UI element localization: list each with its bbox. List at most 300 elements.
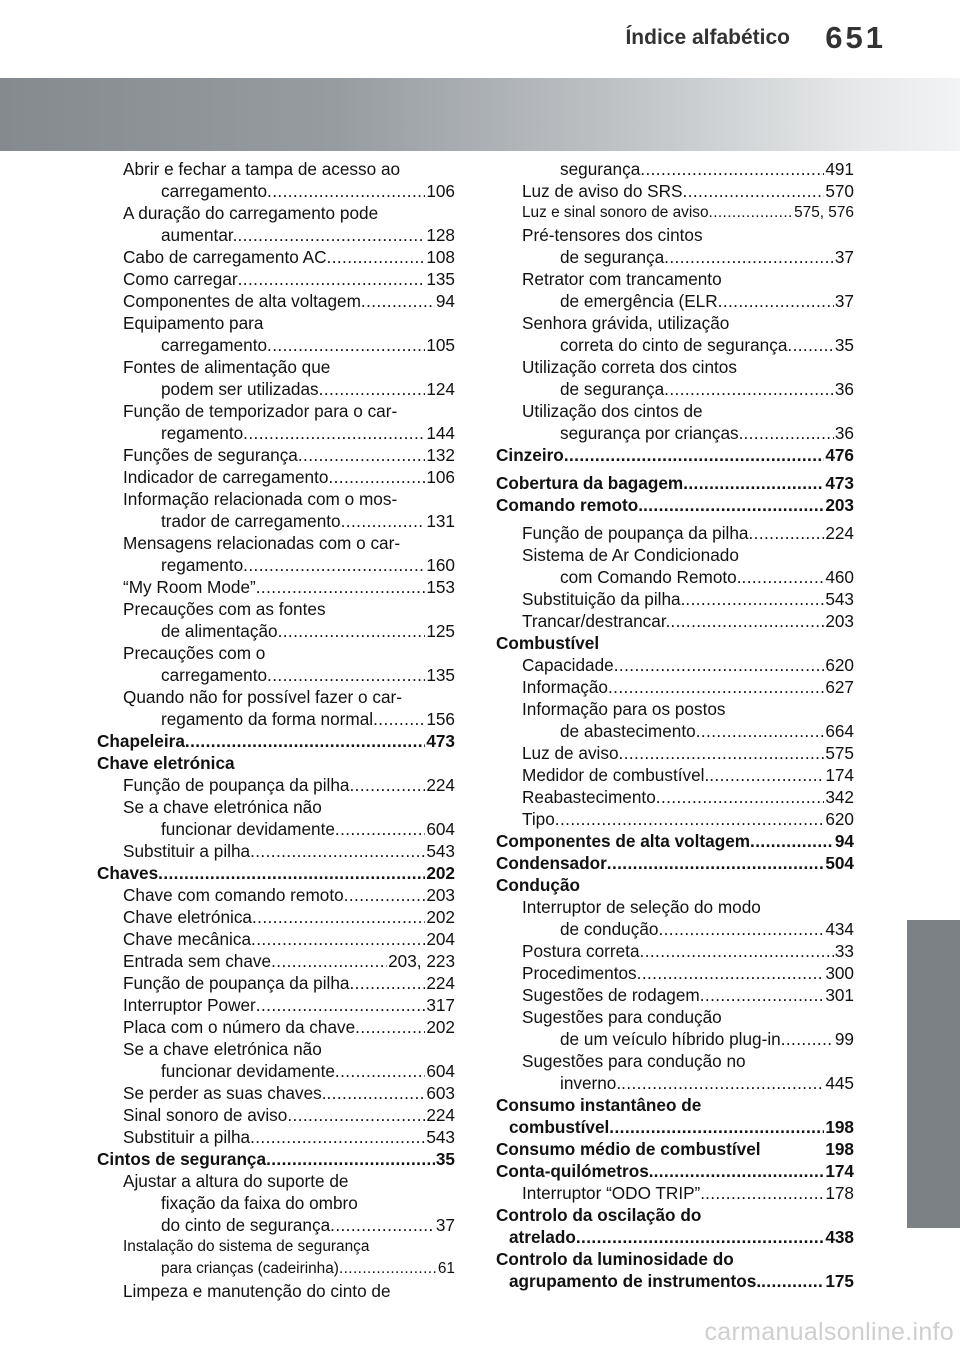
entry-text: Substituir a pilha [123,1127,251,1147]
dot-leader [335,1060,425,1082]
page-reference: 460 [825,567,854,587]
dot-leader [787,334,833,356]
entry-text: de segurança [560,247,665,267]
entry-text: aumentar. [161,225,238,245]
page-reference: 604 [426,819,455,839]
page-reference: 202 [426,863,455,883]
dot-leader [621,1072,824,1094]
index-subentry [97,906,455,928]
entry-text: Controlo da oscilação do [496,1205,702,1225]
dot-leader [748,522,824,544]
index-subentry [97,356,455,400]
entry-text: regamento [161,555,244,575]
index-subentry [97,466,455,488]
page-reference: 620 [825,809,854,829]
page-reference: 476 [825,445,854,465]
dot-leader [643,494,824,516]
entry-text: funcionar devidamente [161,1061,335,1081]
page-reference: 128 [426,225,455,245]
index-subentry [496,896,854,940]
page-reference: 35 [435,1149,455,1169]
entry-text: Se a chave eletrónica não [123,1039,322,1059]
entry-text: Componentes de alta voltagem [496,831,751,851]
index-entry-main [496,1204,854,1248]
entry-text: de emergência (ELR [560,291,718,311]
entry-text: Precauções com o [123,643,266,663]
page-reference: 543 [426,841,455,861]
entry-text: Sugestões para condução no [522,1051,746,1071]
entry-text: Interruptor Power [123,995,256,1015]
dot-leader [266,1148,435,1170]
dot-leader [609,1116,824,1138]
entry-text: Consumo instantâneo de [496,1095,702,1115]
dot-leader [319,378,426,400]
dot-leader [761,1270,824,1292]
index-subentry [97,1126,455,1148]
page-reference: 94 [435,291,455,311]
index-entry-main [496,830,854,852]
entry-text: correta do cinto de segurança [560,335,788,355]
page-reference: 473 [426,731,455,751]
entry-text: carregamento [161,335,268,355]
dot-leader [718,290,834,312]
page-reference: 620 [825,655,854,675]
page-reference: 174 [825,1161,854,1181]
dot-leader [330,1214,435,1236]
page-reference: 160 [426,555,455,575]
index-entry-main [496,444,854,466]
index-subentry [97,1104,455,1126]
page-reference: 570 [825,181,854,201]
index-subentry [496,1050,854,1094]
entry-text: Cabo de carregamento AC [123,247,327,267]
page-reference: 473 [825,473,854,493]
page-reference: 203 [825,611,854,631]
entry-text: combustível [509,1117,610,1137]
dot-leader [781,1028,834,1050]
entry-text: Condensador [496,853,607,873]
index-subentry [97,928,455,950]
dot-leader [608,676,824,698]
index-subentry [496,610,854,632]
entry-text: de alimentação [161,621,278,641]
index-subentry [496,202,854,224]
page-reference: 224 [825,523,854,543]
entry-text: Instalação do sistema de segurança [123,1238,370,1255]
page-reference: 125 [426,621,455,641]
index-subentry [97,950,455,972]
entry-text: Substituir a pilha [123,841,251,861]
page-reference: 144 [426,423,455,443]
entry-text: Controlo da luminosidade do [496,1249,734,1269]
index-column-left [97,158,455,1302]
entry-text: “My Room Mode” [123,577,256,597]
entry-text: Função de temporizador para o car- [123,401,398,421]
index-subentry [97,1170,455,1236]
entry-text: Postura correta [522,941,640,961]
entry-text: segurança por crianças. [560,423,744,443]
index-subentry [97,598,455,642]
page-reference: 178 [825,1183,854,1203]
page-reference: 203 [426,885,455,905]
entry-text: Sugestões para condução [522,1007,722,1027]
page-reference: 300 [825,963,854,983]
entry-text: de condução [560,919,659,939]
entry-text: Pré-tensores dos cintos [522,225,703,245]
dot-leader [341,510,426,532]
dot-leader [361,290,435,312]
entry-text: Abrir e fechar a tampa de acesso ao [123,159,401,179]
index-subentry [97,840,455,862]
dot-leader [278,620,426,642]
index-subentry [97,202,455,246]
index-subentry [496,312,854,356]
entry-text: Chave eletrónica [123,907,252,927]
page-reference: 603 [426,1083,455,1103]
entry-text: Limpeza e manutenção do cinto de [123,1281,391,1301]
index-subentry [496,962,854,984]
page-reference: 664 [825,721,854,741]
index-subentry [97,1016,455,1038]
dot-leader [250,840,425,862]
dot-leader [267,180,425,202]
entry-text: Retrator com trancamento [522,269,722,289]
entry-text: carregamento [161,665,268,685]
entry-text: fixação da faixa do ombro [161,1193,358,1213]
entry-text: Sinal sonoro de aviso [123,1105,288,1125]
index-entry-main [496,1248,854,1292]
dot-leader [243,422,425,444]
index-subentry [496,1006,854,1050]
entry-text: carregamento [161,181,268,201]
index-subentry [97,686,455,730]
entry-text: podem ser utilizadas [161,379,319,399]
dot-leader [251,928,425,950]
dot-leader [607,852,825,874]
page-reference: 37 [834,247,854,267]
dot-leader [185,730,425,752]
entry-text: Informação relacionada com o mos- [123,489,398,509]
page-reference: 174 [825,765,854,785]
dot-leader [339,1258,437,1280]
entry-text: Entrada sem chave [123,951,272,971]
index-subentry [97,1280,455,1302]
page-reference: 438 [825,1227,854,1247]
index-subentry [496,544,854,588]
entry-text: de um veículo híbrido plug-in [560,1029,781,1049]
page-reference: 33 [834,941,854,961]
dot-leader [664,246,834,268]
index-entry-main [97,862,455,884]
entry-text: de abastecimento [560,721,696,741]
entry-text: com Comando Remoto. [560,567,742,587]
dot-leader [619,742,825,764]
index-subentry [496,356,854,400]
page-reference: 224 [426,973,455,993]
entry-text: Trancar/destrancar. [522,611,671,631]
entry-text: Chapeleira [97,731,185,751]
index-subentry [496,984,854,1006]
dot-leader [654,1160,825,1182]
entry-text: Como carregar [123,269,238,289]
entry-text: regamento da forma normal [161,709,374,729]
dot-leader [349,972,425,994]
dot-leader [640,940,834,962]
index-subentry [97,158,455,202]
entry-text: Funções de segurança [123,445,298,465]
entry-text: Precauções com as fontes [123,599,326,619]
dot-leader [256,994,426,1016]
page-reference: 37 [435,1215,455,1235]
entry-text: Reabastecimento [522,787,656,807]
entry-text: Equipamento para [123,313,264,333]
page-reference: 224 [426,1105,455,1125]
index-subentry [496,158,854,180]
index-entry-main [496,1138,854,1160]
dot-leader [250,1126,425,1148]
entry-text: Chaves [97,863,159,883]
page-reference: 105 [426,335,455,355]
dot-leader [743,422,833,444]
dot-leader [670,610,824,632]
page-reference: 135 [426,269,455,289]
index-subentry [496,224,854,268]
dot-leader [328,466,425,488]
entry-text: agrupamento de instrumentos. [509,1271,762,1291]
page-reference: 202 [426,907,455,927]
index-subentry [496,400,854,444]
dot-leader [555,808,825,830]
dot-leader [335,818,425,840]
dot-leader [683,180,825,202]
entry-text: Chave eletrónica [97,753,235,773]
index-entry-main [97,1148,455,1170]
dot-leader [238,268,426,290]
index-subentry [97,1038,455,1082]
page-reference: 106 [426,467,455,487]
index-subentry [496,268,854,312]
page-reference: 198 [825,1117,854,1137]
index-subentry [496,940,854,962]
entry-text: Ajustar a altura do suporte de [123,1171,349,1191]
entry-text: Medidor de combustível. [522,765,710,785]
dot-leader [696,720,825,742]
dot-leader [267,664,425,686]
page-reference: 627 [825,677,854,697]
index-entry-main [496,1160,854,1182]
page-number: 651 [825,20,886,55]
entry-text: Fontes de alimentação que [123,357,331,377]
page-reference: 434 [825,919,854,939]
dot-leader [327,1082,426,1104]
index-subentry [97,1236,455,1280]
index-subentry [97,400,455,444]
entry-text: Luz de aviso do SRS [522,181,683,201]
page-reference: 317 [426,995,455,1015]
entry-text: Utilização correta dos cintos [522,357,737,377]
page-header-title: Índice alfabético [625,26,790,49]
index-subentry [97,642,455,686]
index-subentry [496,742,854,764]
index-subentry [97,290,455,312]
index-column-right [496,158,854,1292]
dot-leader [637,962,825,984]
dot-leader [344,884,426,906]
entry-text: Mensagens relacionadas com o car- [123,533,401,553]
dot-leader [700,984,825,1006]
page-reference: 204 [426,929,455,949]
page-reference: 543 [426,1127,455,1147]
index-subentry [496,676,854,698]
index-entry-main [97,730,455,752]
dot-leader [614,654,825,676]
index-subentry [496,654,854,676]
index-subentry [97,268,455,290]
dot-leader [243,554,425,576]
entry-text: Interruptor de seleção do modo [522,897,761,917]
page-reference: 224 [426,775,455,795]
dot-leader [298,444,425,466]
index-subentry [496,180,854,202]
page-reference: 153 [426,577,455,597]
page-reference: 108 [426,247,455,267]
index-subentry [97,246,455,268]
entry-text: Capacidade [522,655,614,675]
dot-leader [373,708,425,730]
index-subentry [97,488,455,532]
dot-leader [742,566,825,588]
page-reference: 124 [426,379,455,399]
entry-text: Sistema de Ar Condicionado [522,545,739,565]
chapter-side-tab [907,920,960,1228]
page-reference: 94 [834,831,854,851]
index-subentry [97,884,455,906]
entry-text: Informação [522,677,608,697]
dot-leader [705,1182,824,1204]
entry-text: Senhora grávida, utilização [522,313,730,333]
page-reference: 445 [825,1073,854,1093]
index-subentry [97,972,455,994]
entry-text: Função de poupança da pilha [522,523,749,543]
page-reference: 203 [825,495,854,515]
watermark: carmanualsonline.info [704,1318,954,1346]
page-reference: 198 [825,1139,854,1159]
dot-leader [685,588,824,610]
entry-text: Função de poupança da pilha [123,775,350,795]
entry-text: para crianças (cadeirinha) [161,1260,339,1277]
entry-text: Interruptor “ODO TRIP”. [522,1183,706,1203]
entry-text: Indicador de carregamento [123,467,329,487]
dot-leader [267,334,425,356]
dot-leader [158,862,425,884]
entry-text: regamento [161,423,244,443]
dot-leader [656,786,825,808]
page-reference: 36 [834,379,854,399]
entry-text: trador de carregamento [161,511,341,531]
index-subentry [97,312,455,356]
dot-leader [709,202,794,224]
page-reference: 203, 223 [388,951,455,971]
entry-text: de segurança [560,379,665,399]
dot-leader [355,1016,425,1038]
index-subentry [496,698,854,742]
entry-text: Comando remoto. [496,495,644,515]
page-reference: 99 [834,1029,854,1049]
index-subentry [97,532,455,576]
entry-text: funcionar devidamente [161,819,335,839]
entry-text: Tipo [522,809,555,829]
dot-leader [237,224,425,246]
index-subentry [496,786,854,808]
page-reference: 301 [825,985,854,1005]
entry-text: segurança [560,159,641,179]
page-reference: 543 [825,589,854,609]
entry-text: Cobertura da bagagem [496,473,684,493]
entry-text: A duração do carregamento pode [123,203,379,223]
dot-leader [640,158,824,180]
page-reference: 135 [426,665,455,685]
entry-text: Chave com comando remoto [123,885,344,905]
dot-leader [564,444,825,466]
entry-text: Chave mecânica [123,929,252,949]
index-subentry [97,774,455,796]
entry-text: Condução [496,875,581,895]
index-subentry [97,576,455,598]
dot-leader [658,918,824,940]
page-reference: 36 [834,423,854,443]
entry-text: Placa com o número da chave [123,1017,356,1037]
page-reference: 504 [825,853,854,873]
dot-leader [256,576,426,598]
dot-leader [287,1104,425,1126]
index-subentry [496,588,854,610]
entry-text: atrelado [509,1227,576,1247]
entry-text: Sugestões de rodagem [522,985,700,1005]
entry-text: Consumo médio de combustível [496,1139,761,1159]
entry-text: Se perder as suas chaves. [123,1083,327,1103]
index-subentry [496,764,854,786]
dot-leader [683,472,824,494]
index-subentry [496,522,854,544]
entry-text: do cinto de segurança [161,1215,331,1235]
page-reference: 61 [437,1260,455,1277]
dot-leader [349,774,425,796]
page-reference: 106 [426,181,455,201]
dot-leader [271,950,387,972]
entry-text: Se a chave eletrónica não [123,797,322,817]
page-reference: 575, 576 [794,204,854,221]
entry-text: Substituição da pilha. [522,589,686,609]
index-subentry [97,796,455,840]
page-reference: 604 [426,1061,455,1081]
dot-leader [664,378,834,400]
index-subentry [496,808,854,830]
entry-text: Combustível [496,633,600,653]
entry-text: Quando não for possível fazer o car- [123,687,402,707]
dot-leader [750,830,834,852]
page-reference: 131 [426,511,455,531]
entry-text: Cinzeiro [496,445,564,465]
index-entry-main [496,494,854,516]
page-reference: 202 [426,1017,455,1037]
index-subentry [97,444,455,466]
index-entry-main [496,852,854,874]
page-reference: 575 [825,743,854,763]
index-entry-main [496,472,854,494]
index-entry-main [496,874,854,896]
entry-text: Cintos de segurança [97,1149,267,1169]
entry-text: inverno. [560,1073,622,1093]
